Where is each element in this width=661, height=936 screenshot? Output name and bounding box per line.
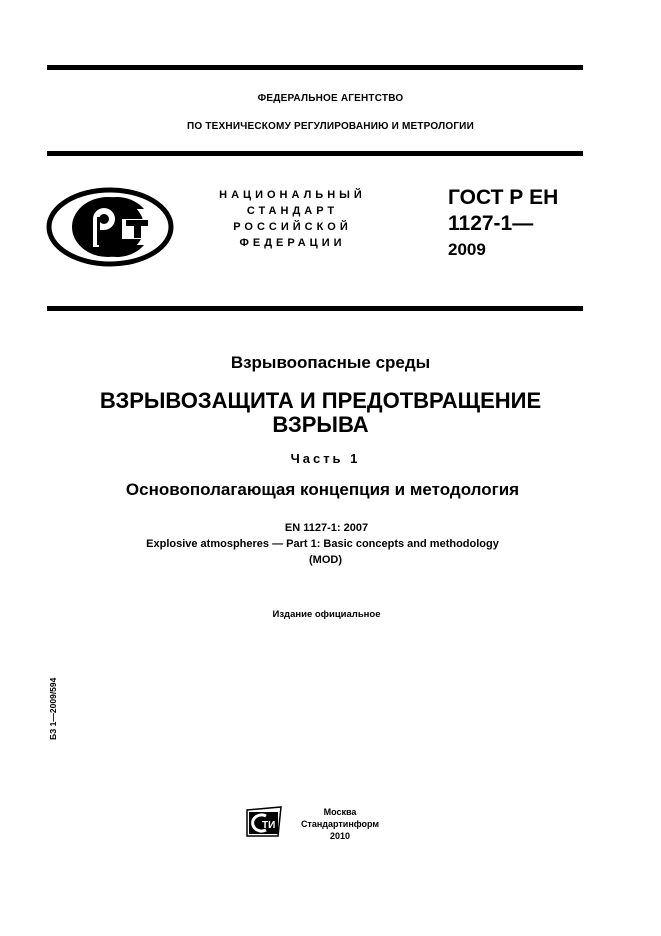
publisher-year: 2010 (329, 831, 351, 841)
national-standard-line-2: СТАНДАРТ (246, 205, 339, 217)
gost-designation-line-1: ГОСТ Р ЕН (448, 186, 559, 209)
national-standard-line-4: ФЕДЕРАЦИИ (239, 237, 346, 249)
edition-label: Издание официальное (272, 609, 381, 620)
document-title-line-1: ВЗРЫВОЗАЩИТА И ПРЕДОТВРАЩЕНИЕ (99, 388, 542, 413)
rst-logo-icon (46, 187, 174, 267)
agency-line-1: ФЕДЕРАЛЬНОЕ АГЕНТСТВО (257, 93, 404, 104)
top-rule (47, 65, 583, 70)
national-standard-line-1: НАЦИОНАЛЬНЫЙ (219, 189, 366, 201)
gost-designation-line-2: 1127-1— (448, 212, 534, 235)
part-title: Основополагающая концепция и методология (125, 480, 520, 499)
agency-line-2: ПО ТЕХНИЧЕСКОМУ РЕГУЛИРОВАНИЮ И МЕТРОЛОГИИ (187, 121, 474, 132)
publisher-city: Москва (323, 807, 357, 817)
reference-english-title: Explosive atmospheres — Part 1: Basic concepts and methodology (146, 538, 499, 550)
standartinform-logo-icon (245, 806, 285, 838)
svg-text:ТИ: ТИ (262, 820, 276, 831)
block-rule (47, 306, 583, 311)
document-title-line-2: ВЗРЫВА (272, 412, 369, 437)
gost-designation-year: 2009 (448, 240, 486, 259)
national-standard-line-3: РОССИЙСКОЙ (233, 221, 352, 233)
document-subtitle: Взрывоопасные среды (230, 353, 431, 372)
header-rule (47, 151, 583, 156)
part-number: Часть 1 (290, 451, 361, 466)
reference-code: EN 1127-1: 2007 (284, 522, 369, 534)
publisher-name: Стандартинформ (300, 819, 380, 829)
publisher-block (290, 806, 390, 842)
reference-modification: (MOD) (309, 554, 342, 566)
side-registration-code: БЗ 1—2009/594 (48, 677, 58, 740)
national-standard-label (205, 187, 380, 251)
